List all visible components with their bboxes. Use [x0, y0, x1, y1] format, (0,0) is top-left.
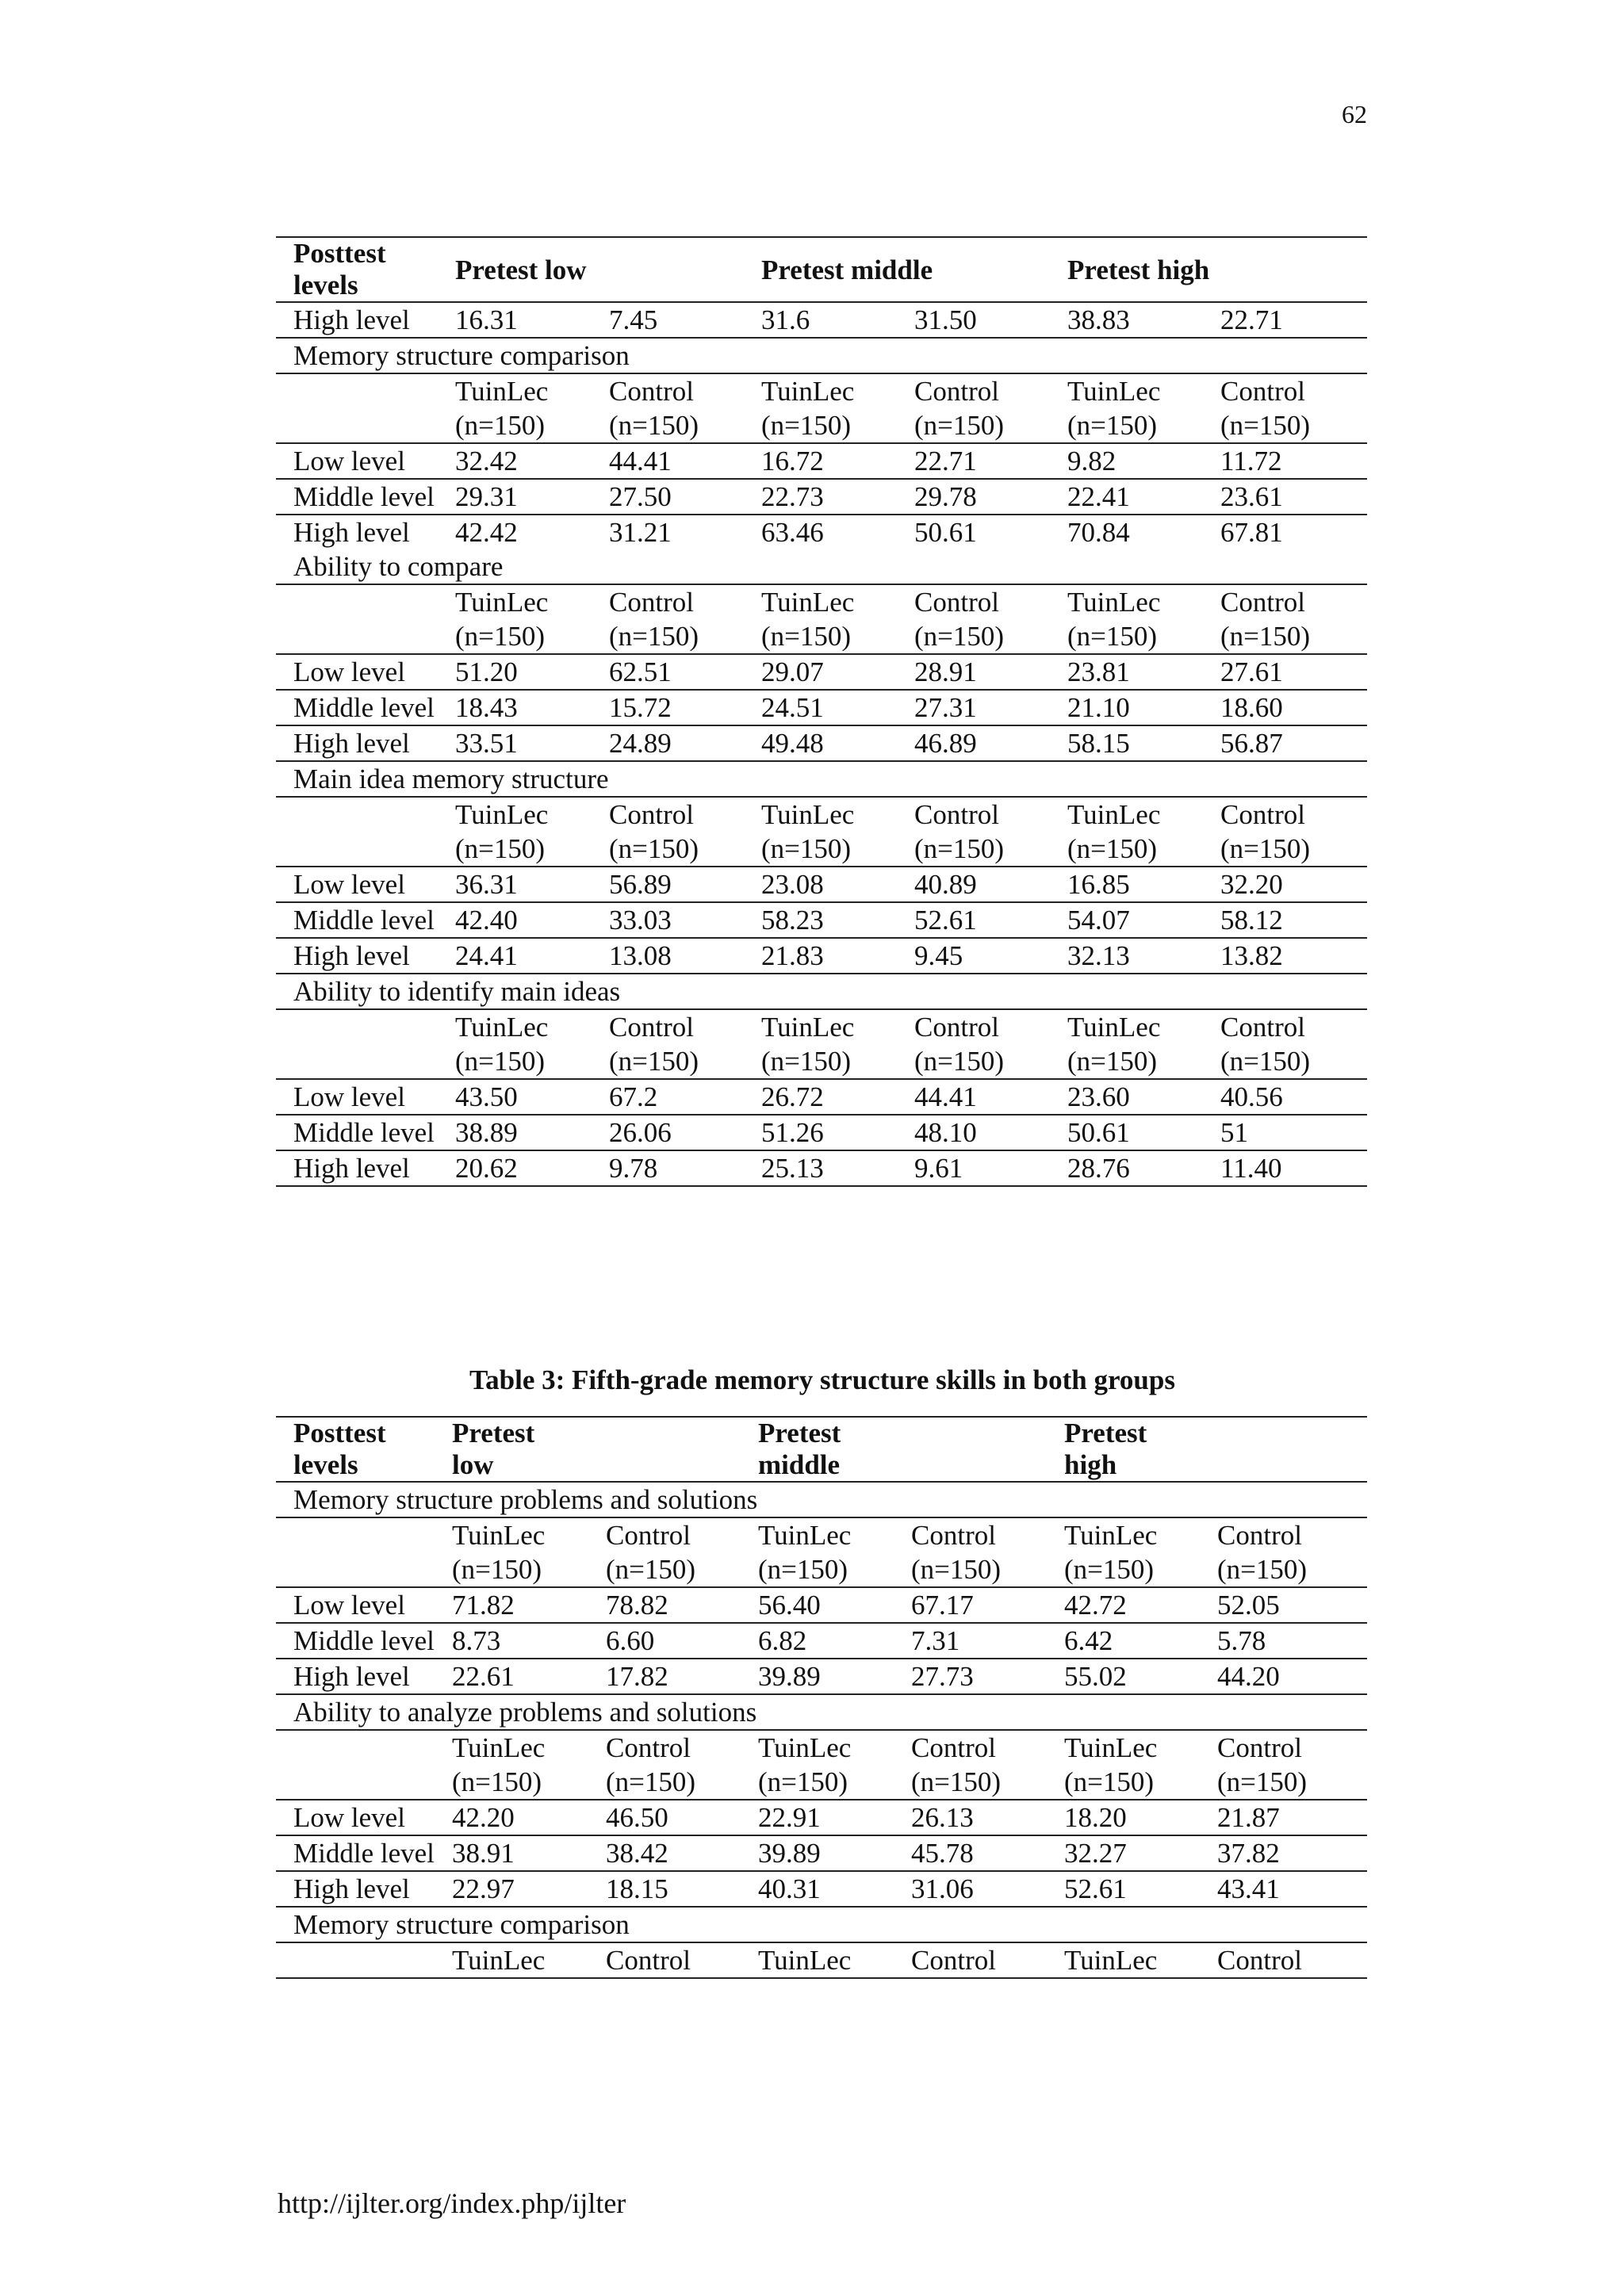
group-label: TuinLec (n=150)	[455, 376, 549, 441]
group-label: TuinLec (n=150)	[758, 1520, 852, 1585]
cell: 42.20	[452, 1802, 515, 1833]
group-label: Control	[1217, 1945, 1302, 1976]
group-label: Control (n=150)	[1220, 587, 1311, 652]
table-row	[276, 654, 1367, 690]
cell: 29.07	[761, 656, 824, 687]
cell: 6.82	[758, 1625, 807, 1656]
cell: 43.50	[455, 1081, 518, 1112]
cell: 29.31	[455, 481, 518, 512]
group-label: TuinLec	[1064, 1945, 1158, 1976]
section-title: Memory structure comparison	[293, 1909, 630, 1940]
header-text: Pretest middle	[758, 1418, 841, 1480]
cell: 38.83	[1067, 304, 1130, 335]
group-label: Control (n=150)	[914, 587, 1005, 652]
group-label: TuinLec (n=150)	[455, 1012, 549, 1077]
cell: 22.61	[452, 1661, 515, 1692]
section-title-row	[276, 1907, 1367, 1942]
cell: 42.42	[455, 517, 518, 548]
cell: 52.61	[914, 905, 977, 936]
row-label: High level	[293, 304, 410, 335]
section-title: Memory structure comparison	[293, 340, 630, 371]
cell: 46.50	[606, 1802, 668, 1833]
cell: 27.61	[1220, 656, 1283, 687]
cell: 9.61	[914, 1153, 963, 1184]
group-label-row	[276, 1942, 1367, 1978]
section-title-row	[276, 549, 1367, 584]
group-label-row	[276, 1009, 1367, 1079]
group-label: TuinLec (n=150)	[452, 1732, 546, 1797]
cell: 21.83	[761, 940, 824, 971]
cell: 28.91	[914, 656, 977, 687]
cell: 15.72	[609, 692, 672, 723]
group-label-row	[276, 1730, 1367, 1800]
cell: 31.21	[609, 517, 672, 548]
table-row	[276, 1587, 1367, 1623]
table-row	[276, 725, 1367, 761]
cell: 23.08	[761, 869, 824, 900]
group-label: TuinLec	[758, 1945, 852, 1976]
cell: 52.61	[1064, 1873, 1127, 1904]
cell: 18.43	[455, 692, 518, 723]
results-table-continued	[276, 236, 1367, 1187]
cell: 44.20	[1217, 1661, 1280, 1692]
table-row	[276, 515, 1367, 549]
row-label: High level	[293, 1153, 410, 1184]
section-title: Ability to compare	[293, 551, 504, 582]
header-pretest-middle	[758, 1417, 1064, 1482]
row-label: Middle level	[293, 1625, 435, 1656]
group-label: Control	[606, 1945, 691, 1976]
cell: 22.71	[914, 446, 977, 476]
cell: 16.85	[1067, 869, 1130, 900]
table-row	[276, 1079, 1367, 1115]
table-row	[276, 1800, 1367, 1835]
group-label: Control (n=150)	[606, 1732, 696, 1797]
cell: 9.82	[1067, 446, 1116, 476]
empty-cell	[276, 797, 452, 867]
group-label: TuinLec (n=150)	[1064, 1732, 1158, 1797]
cell: 62.51	[609, 656, 672, 687]
cell: 32.13	[1067, 940, 1130, 971]
group-label: TuinLec (n=150)	[1067, 376, 1161, 441]
cell: 55.02	[1064, 1661, 1127, 1692]
section-title-row	[276, 338, 1367, 373]
header-text: Pretest high	[1064, 1418, 1147, 1480]
group-label: Control (n=150)	[914, 799, 1005, 864]
table-row	[276, 479, 1367, 515]
group-label: TuinLec (n=150)	[1067, 587, 1161, 652]
row-label: High level	[293, 1873, 410, 1904]
row-label: Low level	[293, 1081, 405, 1112]
cell: 39.89	[758, 1838, 821, 1869]
fifth-grade-results-table	[276, 1416, 1367, 1979]
table-row	[276, 1659, 1367, 1694]
cell: 31.6	[761, 304, 810, 335]
table-header-row	[276, 1417, 1367, 1482]
row-label: High level	[293, 1661, 410, 1692]
section-title: Main idea memory structure	[293, 763, 609, 794]
cell: 49.48	[761, 728, 824, 759]
group-label: Control (n=150)	[914, 376, 1005, 441]
empty-cell	[276, 1009, 452, 1079]
cell: 7.45	[609, 304, 658, 335]
cell: 54.07	[1067, 905, 1130, 936]
cell: 31.06	[911, 1873, 974, 1904]
cell: 24.89	[609, 728, 672, 759]
cell: 23.60	[1067, 1081, 1130, 1112]
header-text: Pretest low	[452, 1418, 535, 1480]
cell: 22.97	[452, 1873, 515, 1904]
cell: 26.72	[761, 1081, 824, 1112]
cell: 24.51	[761, 692, 824, 723]
group-label: Control (n=150)	[609, 1012, 699, 1077]
group-label: TuinLec (n=150)	[1067, 799, 1161, 864]
cell: 32.27	[1064, 1838, 1127, 1869]
cell: 20.62	[455, 1153, 518, 1184]
table-row	[276, 1150, 1367, 1186]
row-label: High level	[293, 940, 410, 971]
table-row	[276, 938, 1367, 974]
cell: 78.82	[606, 1590, 668, 1621]
row-label: Middle level	[293, 905, 435, 936]
cell: 46.89	[914, 728, 977, 759]
cell: 71.82	[452, 1590, 515, 1621]
group-label-row	[276, 373, 1367, 443]
cell: 28.76	[1067, 1153, 1130, 1184]
row-label: High level	[293, 517, 410, 548]
group-label: TuinLec (n=150)	[761, 799, 855, 864]
cell: 39.89	[758, 1661, 821, 1692]
group-label: TuinLec (n=150)	[761, 587, 855, 652]
cell: 40.56	[1220, 1081, 1283, 1112]
cell: 42.40	[455, 905, 518, 936]
cell: 22.73	[761, 481, 824, 512]
cell: 9.45	[914, 940, 963, 971]
group-label: Control (n=150)	[1217, 1520, 1308, 1585]
group-label: Control (n=150)	[609, 799, 699, 864]
group-label: Control (n=150)	[1220, 1012, 1311, 1077]
footer-url: http://ijlter.org/index.php/ijlter	[278, 2187, 626, 2219]
cell: 52.05	[1217, 1590, 1280, 1621]
table-row	[276, 1623, 1367, 1659]
row-label: Low level	[293, 656, 405, 687]
empty-cell	[276, 373, 452, 443]
cell: 50.61	[914, 517, 977, 548]
cell: 13.08	[609, 940, 672, 971]
cell: 26.06	[609, 1117, 672, 1148]
group-label: Control (n=150)	[606, 1520, 696, 1585]
group-label-row	[276, 797, 1367, 867]
cell: 67.81	[1220, 517, 1283, 548]
cell: 32.42	[455, 446, 518, 476]
cell: 63.46	[761, 517, 824, 548]
cell: 40.89	[914, 869, 977, 900]
cell: 44.41	[609, 446, 672, 476]
group-label: TuinLec (n=150)	[455, 587, 549, 652]
cell: 17.82	[606, 1661, 668, 1692]
cell: 33.03	[609, 905, 672, 936]
header-pretest-low: Pretest low	[455, 254, 587, 285]
cell: 11.72	[1220, 446, 1282, 476]
row-label: Middle level	[293, 692, 435, 723]
cell: 58.23	[761, 905, 824, 936]
group-label: Control	[911, 1945, 996, 1976]
group-label: Control (n=150)	[911, 1520, 1002, 1585]
cell: 11.40	[1220, 1153, 1282, 1184]
cell: 6.60	[606, 1625, 655, 1656]
cell: 31.50	[914, 304, 977, 335]
cell: 5.78	[1217, 1625, 1266, 1656]
empty-cell	[276, 1942, 452, 1978]
cell: 21.10	[1067, 692, 1130, 723]
page-number: 62	[1342, 100, 1367, 128]
header-pretest-high	[1064, 1417, 1367, 1482]
cell: 8.73	[452, 1625, 501, 1656]
cell: 38.42	[606, 1838, 668, 1869]
cell: 36.31	[455, 869, 518, 900]
cell: 27.50	[609, 481, 672, 512]
row-label: Low level	[293, 1802, 405, 1833]
group-label: Control (n=150)	[914, 1012, 1005, 1077]
group-label: Control (n=150)	[911, 1732, 1002, 1797]
table-header-row	[276, 237, 1367, 302]
empty-cell	[276, 1517, 452, 1587]
header-posttest-levels: Posttest levels	[293, 1418, 386, 1480]
row-label: Middle level	[293, 481, 435, 512]
header-pretest-middle: Pretest middle	[761, 254, 933, 285]
cell: 37.82	[1217, 1838, 1280, 1869]
section-title-row	[276, 1482, 1367, 1517]
cell: 22.41	[1067, 481, 1130, 512]
cell: 27.31	[914, 692, 977, 723]
row-label: Low level	[293, 869, 405, 900]
cell: 40.31	[758, 1873, 821, 1904]
cell: 21.87	[1217, 1802, 1280, 1833]
section-title: Ability to identify main ideas	[293, 976, 621, 1007]
group-label: Control (n=150)	[1217, 1732, 1308, 1797]
cell: 56.87	[1220, 728, 1283, 759]
cell: 67.17	[911, 1590, 974, 1621]
cell: 22.71	[1220, 304, 1283, 335]
cell: 32.20	[1220, 869, 1283, 900]
cell: 51.26	[761, 1117, 824, 1148]
cell: 38.91	[452, 1838, 515, 1869]
cell: 23.61	[1220, 481, 1283, 512]
row-label: Middle level	[293, 1117, 435, 1148]
cell: 56.89	[609, 869, 672, 900]
group-label: Control (n=150)	[1220, 799, 1311, 864]
group-label: TuinLec (n=150)	[1067, 1012, 1161, 1077]
table-row	[276, 1871, 1367, 1907]
group-label-row	[276, 1517, 1367, 1587]
cell: 48.10	[914, 1117, 977, 1148]
cell: 33.51	[455, 728, 518, 759]
table-caption: Table 3: Fifth-grade memory structure skills in both groups	[469, 1364, 1175, 1395]
header-pretest-low	[452, 1417, 758, 1482]
cell: 18.60	[1220, 692, 1283, 723]
table-row	[276, 902, 1367, 938]
table-row	[276, 690, 1367, 725]
group-label: TuinLec (n=150)	[761, 1012, 855, 1077]
cell: 70.84	[1067, 517, 1130, 548]
cell: 44.41	[914, 1081, 977, 1112]
cell: 42.72	[1064, 1590, 1127, 1621]
section-title-row	[276, 974, 1367, 1009]
cell: 51.20	[455, 656, 518, 687]
table-row	[276, 1835, 1367, 1871]
table-row	[276, 302, 1367, 338]
cell: 58.12	[1220, 905, 1283, 936]
cell: 29.78	[914, 481, 977, 512]
cell: 24.41	[455, 940, 518, 971]
cell: 23.81	[1067, 656, 1130, 687]
row-label: Middle level	[293, 1838, 435, 1869]
empty-cell	[276, 1730, 452, 1800]
cell: 43.41	[1217, 1873, 1280, 1904]
empty-cell	[276, 584, 452, 654]
cell: 16.72	[761, 446, 824, 476]
section-title-row	[276, 761, 1367, 797]
cell: 56.40	[758, 1590, 821, 1621]
table-row	[276, 867, 1367, 902]
row-label: Low level	[293, 446, 405, 476]
group-label: TuinLec (n=150)	[758, 1732, 852, 1797]
section-title: Ability to analyze problems and solutions	[293, 1697, 757, 1728]
cell: 6.42	[1064, 1625, 1113, 1656]
cell: 7.31	[911, 1625, 960, 1656]
row-label: Low level	[293, 1590, 405, 1621]
cell: 26.13	[911, 1802, 974, 1833]
section-title: Memory structure problems and solutions	[293, 1484, 758, 1515]
cell: 22.91	[758, 1802, 821, 1833]
group-label-row	[276, 584, 1367, 654]
cell: 13.82	[1220, 940, 1283, 971]
header-posttest-levels: Posttest levels	[293, 238, 386, 300]
cell: 25.13	[761, 1153, 824, 1184]
header-pretest-high: Pretest high	[1067, 254, 1210, 285]
row-label: High level	[293, 728, 410, 759]
cell: 38.89	[455, 1117, 518, 1148]
group-label: Control (n=150)	[1220, 376, 1311, 441]
cell: 9.78	[609, 1153, 658, 1184]
group-label: TuinLec (n=150)	[1064, 1520, 1158, 1585]
group-label: Control (n=150)	[609, 376, 699, 441]
group-label: TuinLec (n=150)	[452, 1520, 546, 1585]
table-row	[276, 1115, 1367, 1150]
cell: 50.61	[1067, 1117, 1130, 1148]
cell: 45.78	[911, 1838, 974, 1869]
cell: 27.73	[911, 1661, 974, 1692]
cell: 51	[1220, 1117, 1249, 1148]
group-label: TuinLec	[452, 1945, 546, 1976]
cell: 18.20	[1064, 1802, 1127, 1833]
cell: 18.15	[606, 1873, 668, 1904]
cell: 58.15	[1067, 728, 1130, 759]
cell: 67.2	[609, 1081, 658, 1112]
table-row	[276, 443, 1367, 479]
cell: 16.31	[455, 304, 518, 335]
section-title-row	[276, 1694, 1367, 1730]
group-label: Control (n=150)	[609, 587, 699, 652]
group-label: TuinLec (n=150)	[455, 799, 549, 864]
group-label: TuinLec (n=150)	[761, 376, 855, 441]
